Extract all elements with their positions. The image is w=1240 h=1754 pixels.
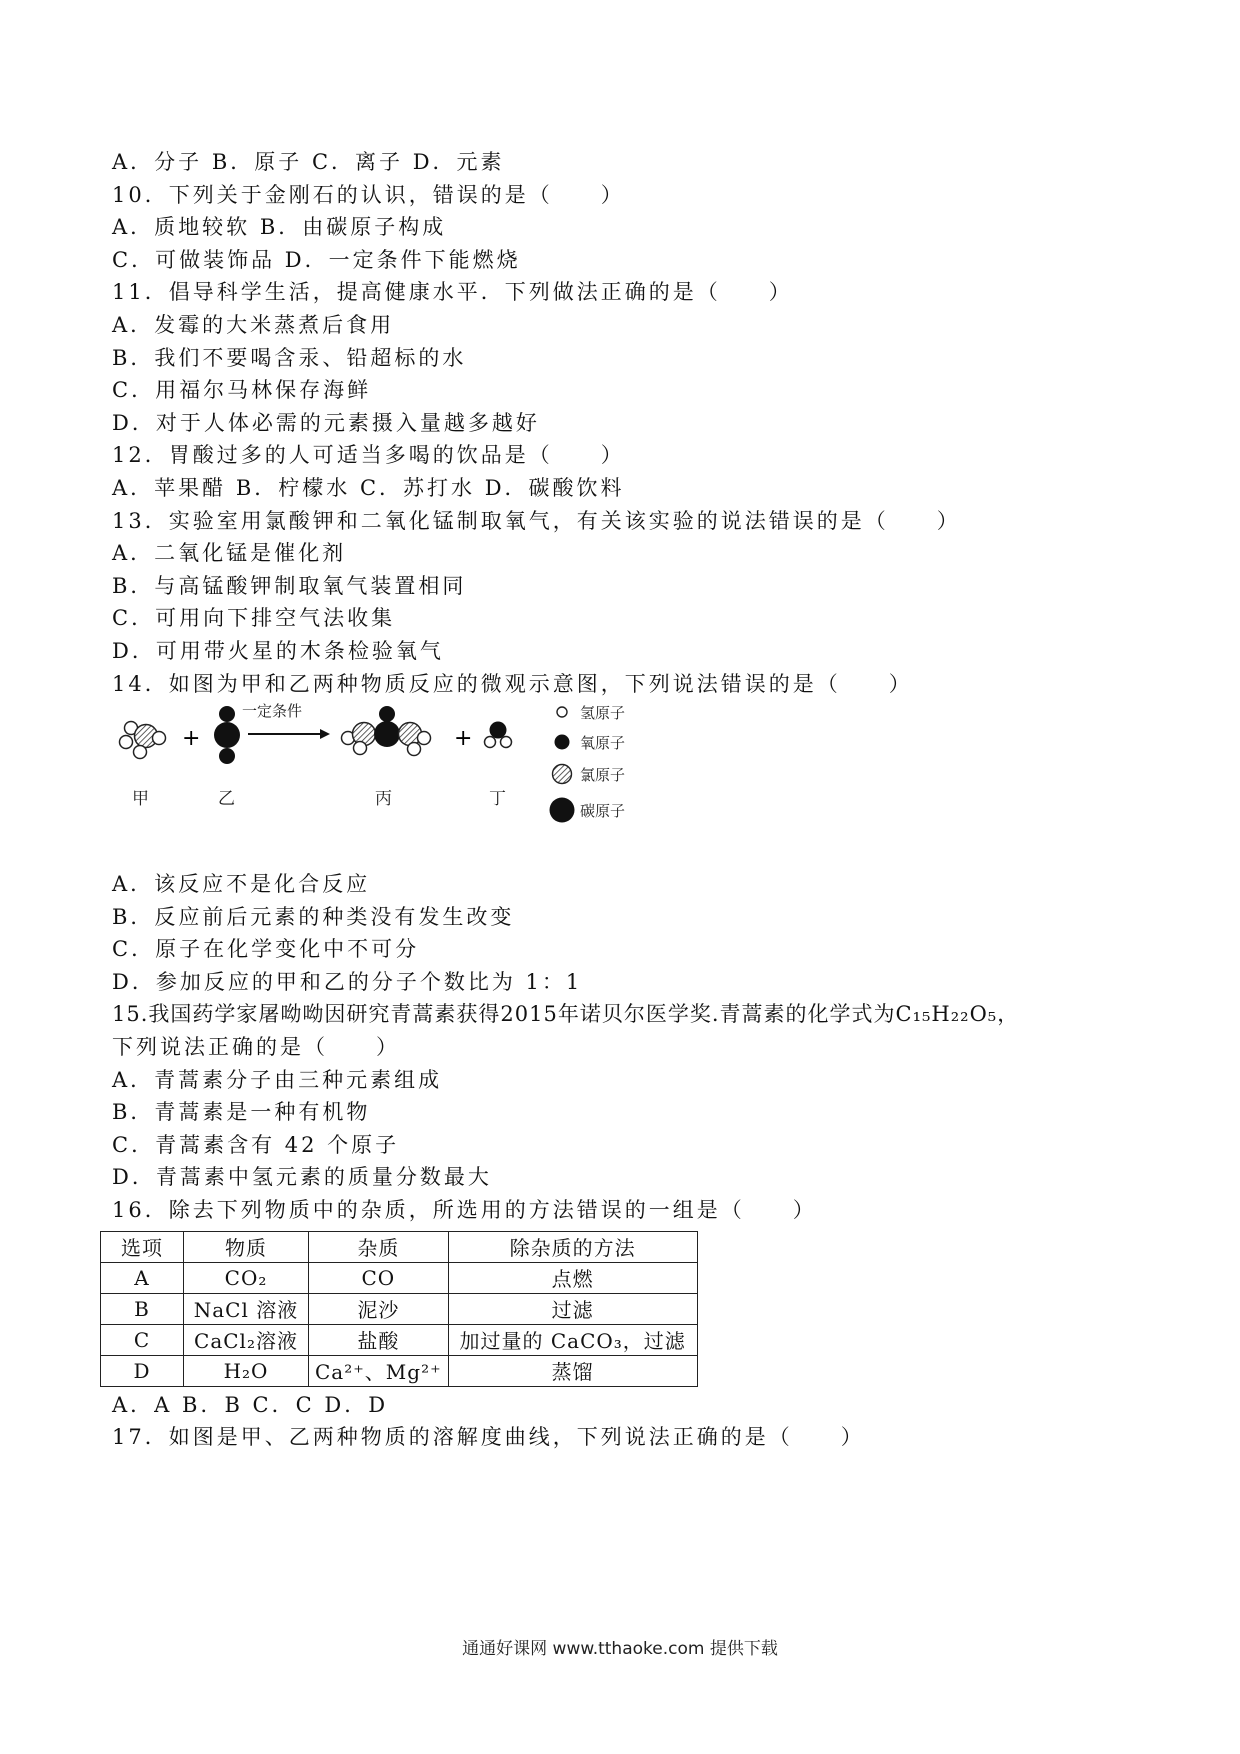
table-cell: 盐酸 (309, 1324, 449, 1355)
table-cell: 泥沙 (309, 1293, 449, 1324)
table-row (101, 1355, 698, 1386)
plus-sign-1: + (182, 726, 201, 752)
plus-sign-2: + (454, 726, 473, 752)
text-line: 下列说法正确的是（ ） (112, 1035, 400, 1060)
legend-hydrogen: 氢原子 (580, 704, 626, 723)
text-line: C．可用向下排空气法收集 (112, 606, 396, 631)
text-line: C．原子在化学变化中不可分 (112, 937, 420, 962)
question-15-stem: 15.我国药学家屠呦呦因研究青蒿素获得2015年诺贝尔医学奖.青蒿素的化学式为C₁₅H₂₂O₅， (112, 1002, 1020, 1027)
table-cell: D (101, 1355, 184, 1386)
table-cell: 过滤 (448, 1293, 697, 1324)
text-line: 10．下列关于金刚石的认识，错误的是（ ） (112, 182, 625, 207)
legend-chlorine: 氯原子 (580, 766, 626, 785)
reaction-diagram (112, 702, 752, 862)
table-cell: 点燃 (448, 1262, 697, 1293)
text-line: B．反应前后元素的种类没有发生改变 (112, 904, 515, 929)
molecule-yi (214, 706, 240, 764)
legend-oxygen: 氧原子 (580, 734, 626, 753)
species-label-yi: 乙 (218, 789, 235, 810)
text-line: D．可用带火星的木条检验氧气 (112, 638, 444, 663)
page-footer: 通通好课网 www.tthaoke.com 提供下载 (462, 1639, 778, 1659)
reaction-arrow (248, 729, 330, 739)
table-cell: CO₂ (184, 1262, 309, 1293)
text-line: C．青蒿素含有 42 个原子 (112, 1132, 400, 1157)
text-line: 13．实验室用氯酸钾和二氧化锰制取氧气，有关该实验的说法错误的是（ ） (112, 508, 961, 533)
table-header-row (101, 1231, 698, 1262)
questions-9-to-14 (112, 146, 1132, 700)
table-cell: NaCl 溶液 (184, 1293, 309, 1324)
questions-16-17-tail (112, 1389, 1132, 1454)
text-line: 11．倡导科学生活，提高健康水平．下列做法正确的是（ ） (112, 280, 793, 305)
legend-carbon: 碳原子 (580, 802, 626, 821)
text-line: 17．如图是甲、乙两种物质的溶解度曲线，下列说法正确的是（ ） (112, 1425, 865, 1450)
question-14-options (112, 868, 1132, 998)
text-line: A．该反应不是化合反应 (112, 872, 371, 897)
table-header-cell: 物质 (184, 1231, 309, 1262)
species-label-ding: 丁 (489, 789, 506, 810)
table-row (101, 1293, 698, 1324)
text-line: A．苹果醋 B．柠檬水 C．苏打水 D．碳酸饮料 (112, 475, 625, 500)
text-line: A．质地较软 B．由碳原子构成 (112, 215, 447, 240)
question-15-options (112, 1031, 1132, 1227)
text-line: B．青蒿素是一种有机物 (112, 1100, 371, 1125)
text-line: A．二氧化锰是催化剂 (112, 541, 347, 566)
text-line: 16．除去下列物质中的杂质，所选用的方法错误的一组是（ ） (112, 1198, 817, 1223)
species-label-bing: 丙 (375, 789, 392, 810)
text-line: 12．胃酸过多的人可适当多喝的饮品是（ ） (112, 443, 625, 468)
question-16-table (100, 1231, 698, 1387)
table-header-cell: 杂质 (309, 1231, 449, 1262)
molecule-jia (120, 722, 166, 759)
table-cell: 蒸馏 (448, 1355, 697, 1386)
table-header-cell: 除杂质的方法 (448, 1231, 697, 1262)
text-line: A．发霉的大米蒸煮后食用 (112, 312, 395, 337)
text-line: D．参加反应的甲和乙的分子个数比为 1：1 (112, 969, 583, 994)
text-line: C．用福尔马林保存海鲜 (112, 378, 372, 403)
table-cell: CaCl₂溶液 (184, 1324, 309, 1355)
table-cell: H₂O (184, 1355, 309, 1386)
text-line: D．对于人体必需的元素摄入量越多越好 (112, 410, 540, 435)
table-cell: B (101, 1293, 184, 1324)
table-cell: Ca²⁺、Mg²⁺ (309, 1355, 449, 1386)
table-cell: A (101, 1262, 184, 1293)
text-line: A．分子 B．原子 C．离子 D．元素 (112, 150, 505, 174)
table-cell: C (101, 1324, 184, 1355)
molecule-bing (342, 706, 431, 756)
arrow-condition-label: 一定条件 (242, 702, 303, 721)
table-row (101, 1262, 698, 1293)
question-page (112, 146, 1132, 1454)
text-line: B．与高锰酸钾制取氧气装置相同 (112, 573, 467, 598)
molecule-ding (485, 722, 512, 748)
table-row (101, 1324, 698, 1355)
species-label-jia: 甲 (132, 789, 149, 810)
text-line: A．A B．B C．C D．D (112, 1392, 389, 1417)
diagram-legend-icons (550, 707, 575, 823)
table-cell: CO (309, 1262, 449, 1293)
text-line: B．我们不要喝含汞、铅超标的水 (112, 345, 467, 370)
text-line: A．青蒿素分子由三种元素组成 (112, 1067, 443, 1092)
text-line: 14．如图为甲和乙两种物质反应的微观示意图，下列说法错误的是（ ） (112, 671, 913, 696)
table-cell: 加过量的 CaCO₃，过滤 (448, 1324, 697, 1355)
table-header-cell: 选项 (101, 1231, 184, 1262)
reaction-diagram-svg (112, 702, 752, 862)
text-line: C．可做装饰品 D．一定条件下能燃烧 (112, 247, 521, 272)
text-line: D．青蒿素中氢元素的质量分数最大 (112, 1165, 492, 1190)
